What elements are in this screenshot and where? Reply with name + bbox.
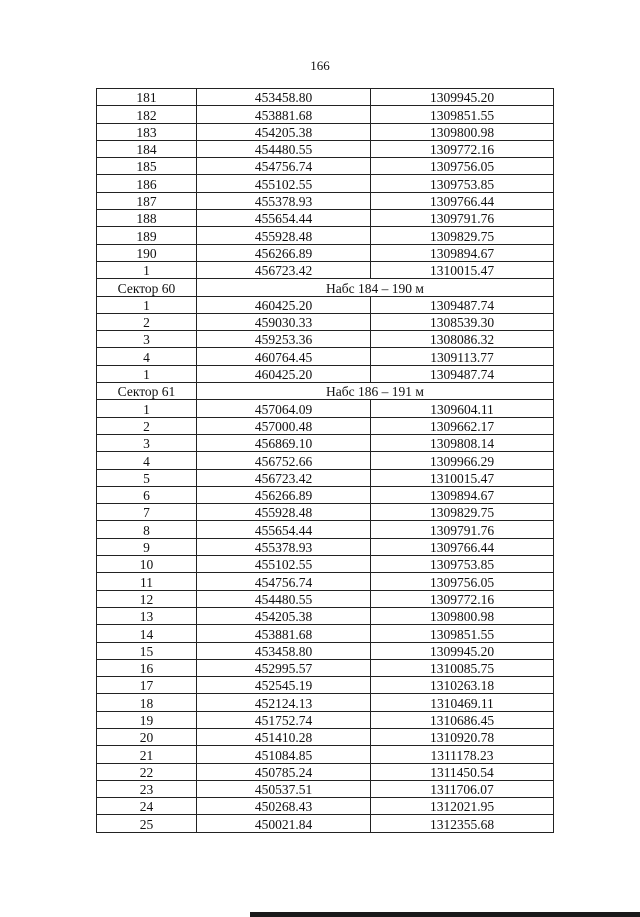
x-coordinate: 455928.48 <box>197 504 371 521</box>
x-coordinate: 451752.74 <box>197 711 371 728</box>
y-coordinate: 1309766.44 <box>371 538 554 555</box>
table-row <box>97 296 554 313</box>
x-coordinate: 456752.66 <box>197 452 371 469</box>
y-coordinate: 1309894.67 <box>371 486 554 503</box>
y-coordinate: 1309772.16 <box>371 140 554 157</box>
point-number: 25 <box>97 815 197 832</box>
point-number: 1 <box>97 400 197 417</box>
x-coordinate: 453458.80 <box>197 642 371 659</box>
x-coordinate: 455378.93 <box>197 538 371 555</box>
point-number: 187 <box>97 192 197 209</box>
table-row <box>97 780 554 797</box>
x-coordinate: 452545.19 <box>197 677 371 694</box>
y-coordinate: 1309829.75 <box>371 227 554 244</box>
y-coordinate: 1309800.98 <box>371 123 554 140</box>
table-row <box>97 192 554 209</box>
x-coordinate: 460764.45 <box>197 348 371 365</box>
y-coordinate: 1308086.32 <box>371 331 554 348</box>
table-row <box>97 227 554 244</box>
y-coordinate: 1309756.05 <box>371 573 554 590</box>
y-coordinate: 1309756.05 <box>371 158 554 175</box>
page-number: 166 <box>310 58 330 73</box>
table-row <box>97 140 554 157</box>
y-coordinate: 1311706.07 <box>371 780 554 797</box>
point-number: 10 <box>97 556 197 573</box>
point-number: 14 <box>97 625 197 642</box>
point-number: 16 <box>97 659 197 676</box>
point-number: 190 <box>97 244 197 261</box>
x-coordinate: 454480.55 <box>197 140 371 157</box>
y-coordinate: 1309772.16 <box>371 590 554 607</box>
x-coordinate: 457000.48 <box>197 417 371 434</box>
y-coordinate: 1309487.74 <box>371 365 554 382</box>
point-number: 17 <box>97 677 197 694</box>
x-coordinate: 450537.51 <box>197 780 371 797</box>
x-coordinate: 453881.68 <box>197 106 371 123</box>
y-coordinate: 1311178.23 <box>371 746 554 763</box>
point-number: 2 <box>97 417 197 434</box>
point-number: 181 <box>97 89 197 106</box>
sector-label: Сектор 61 <box>97 383 197 400</box>
point-number: 2 <box>97 313 197 330</box>
y-coordinate: 1309753.85 <box>371 556 554 573</box>
table-row <box>97 763 554 780</box>
x-coordinate: 455654.44 <box>197 521 371 538</box>
y-coordinate: 1309604.11 <box>371 400 554 417</box>
table-row <box>97 434 554 451</box>
point-number: 186 <box>97 175 197 192</box>
x-coordinate: 454756.74 <box>197 158 371 175</box>
y-coordinate: 1312021.95 <box>371 798 554 815</box>
y-coordinate: 1312355.68 <box>371 815 554 832</box>
x-coordinate: 452124.13 <box>197 694 371 711</box>
y-coordinate: 1309487.74 <box>371 296 554 313</box>
table-row <box>97 728 554 745</box>
point-number: 4 <box>97 452 197 469</box>
table-row <box>97 711 554 728</box>
y-coordinate: 1311450.54 <box>371 763 554 780</box>
table-row <box>97 452 554 469</box>
table-row <box>97 590 554 607</box>
point-number: 183 <box>97 123 197 140</box>
table-row <box>97 486 554 503</box>
point-number: 13 <box>97 607 197 624</box>
table-row <box>97 348 554 365</box>
y-coordinate: 1309851.55 <box>371 106 554 123</box>
y-coordinate: 1310686.45 <box>371 711 554 728</box>
y-coordinate: 1309894.67 <box>371 244 554 261</box>
table-row <box>97 694 554 711</box>
x-coordinate: 450021.84 <box>197 815 371 832</box>
y-coordinate: 1309851.55 <box>371 625 554 642</box>
x-coordinate: 452995.57 <box>197 659 371 676</box>
point-number: 3 <box>97 434 197 451</box>
x-coordinate: 456869.10 <box>197 434 371 451</box>
x-coordinate: 450268.43 <box>197 798 371 815</box>
table-row <box>97 89 554 106</box>
x-coordinate: 460425.20 <box>197 365 371 382</box>
x-coordinate: 450785.24 <box>197 763 371 780</box>
point-number: 1 <box>97 365 197 382</box>
point-number: 5 <box>97 469 197 486</box>
point-number: 3 <box>97 331 197 348</box>
y-coordinate: 1310469.11 <box>371 694 554 711</box>
table-row <box>97 538 554 555</box>
point-number: 19 <box>97 711 197 728</box>
table-row <box>97 175 554 192</box>
x-coordinate: 459253.36 <box>197 331 371 348</box>
point-number: 21 <box>97 746 197 763</box>
x-coordinate: 454205.38 <box>197 607 371 624</box>
table-row <box>97 677 554 694</box>
point-number: 20 <box>97 728 197 745</box>
y-coordinate: 1309966.29 <box>371 452 554 469</box>
x-coordinate: 453881.68 <box>197 625 371 642</box>
coordinates-table <box>96 88 554 833</box>
table-row <box>97 556 554 573</box>
point-number: 15 <box>97 642 197 659</box>
x-coordinate: 451084.85 <box>197 746 371 763</box>
y-coordinate: 1310263.18 <box>371 677 554 694</box>
point-number: 6 <box>97 486 197 503</box>
x-coordinate: 456723.42 <box>197 261 371 278</box>
y-coordinate: 1308539.30 <box>371 313 554 330</box>
table-row <box>97 244 554 261</box>
x-coordinate: 455378.93 <box>197 192 371 209</box>
x-coordinate: 460425.20 <box>197 296 371 313</box>
table-row <box>97 573 554 590</box>
point-number: 18 <box>97 694 197 711</box>
y-coordinate: 1310015.47 <box>371 261 554 278</box>
table-row <box>97 313 554 330</box>
y-coordinate: 1309113.77 <box>371 348 554 365</box>
table-row <box>97 746 554 763</box>
x-coordinate: 456723.42 <box>197 469 371 486</box>
y-coordinate: 1309945.20 <box>371 89 554 106</box>
table-row <box>97 417 554 434</box>
y-coordinate: 1309800.98 <box>371 607 554 624</box>
sector-label: Сектор 60 <box>97 279 197 296</box>
x-coordinate: 459030.33 <box>197 313 371 330</box>
point-number: 1 <box>97 261 197 278</box>
y-coordinate: 1310085.75 <box>371 659 554 676</box>
table-row <box>97 798 554 815</box>
point-number: 23 <box>97 780 197 797</box>
table-row <box>97 365 554 382</box>
table-row <box>97 815 554 832</box>
x-coordinate: 455102.55 <box>197 556 371 573</box>
y-coordinate: 1310920.78 <box>371 728 554 745</box>
table-row <box>97 469 554 486</box>
table-row <box>97 642 554 659</box>
table-row <box>97 210 554 227</box>
point-number: 22 <box>97 763 197 780</box>
table-row <box>97 261 554 278</box>
point-number: 4 <box>97 348 197 365</box>
y-coordinate: 1309753.85 <box>371 175 554 192</box>
x-coordinate: 454480.55 <box>197 590 371 607</box>
y-coordinate: 1310015.47 <box>371 469 554 486</box>
x-coordinate: 455654.44 <box>197 210 371 227</box>
table-row <box>97 123 554 140</box>
point-number: 24 <box>97 798 197 815</box>
x-coordinate: 456266.89 <box>197 486 371 503</box>
sector-elevation: Набс 186 – 191 м <box>197 383 554 400</box>
table-row <box>97 158 554 175</box>
y-coordinate: 1309791.76 <box>371 521 554 538</box>
table-row <box>97 521 554 538</box>
table-row <box>97 659 554 676</box>
sector-header-row <box>97 383 554 400</box>
x-coordinate: 457064.09 <box>197 400 371 417</box>
x-coordinate: 455102.55 <box>197 175 371 192</box>
table-row <box>97 331 554 348</box>
table-row <box>97 106 554 123</box>
x-coordinate: 454205.38 <box>197 123 371 140</box>
point-number: 188 <box>97 210 197 227</box>
x-coordinate: 455928.48 <box>197 227 371 244</box>
x-coordinate: 451410.28 <box>197 728 371 745</box>
x-coordinate: 453458.80 <box>197 89 371 106</box>
point-number: 9 <box>97 538 197 555</box>
y-coordinate: 1309808.14 <box>371 434 554 451</box>
scan-edge-shadow <box>250 912 640 917</box>
x-coordinate: 456266.89 <box>197 244 371 261</box>
sector-header-row <box>97 279 554 296</box>
point-number: 7 <box>97 504 197 521</box>
point-number: 182 <box>97 106 197 123</box>
sector-elevation: Набс 184 – 190 м <box>197 279 554 296</box>
y-coordinate: 1309829.75 <box>371 504 554 521</box>
point-number: 8 <box>97 521 197 538</box>
table-row <box>97 625 554 642</box>
point-number: 12 <box>97 590 197 607</box>
point-number: 1 <box>97 296 197 313</box>
coordinates-table-body <box>97 89 554 833</box>
point-number: 185 <box>97 158 197 175</box>
y-coordinate: 1309662.17 <box>371 417 554 434</box>
point-number: 184 <box>97 140 197 157</box>
table-row <box>97 607 554 624</box>
x-coordinate: 454756.74 <box>197 573 371 590</box>
point-number: 189 <box>97 227 197 244</box>
y-coordinate: 1309945.20 <box>371 642 554 659</box>
table-row <box>97 400 554 417</box>
point-number: 11 <box>97 573 197 590</box>
y-coordinate: 1309791.76 <box>371 210 554 227</box>
y-coordinate: 1309766.44 <box>371 192 554 209</box>
table-row <box>97 504 554 521</box>
